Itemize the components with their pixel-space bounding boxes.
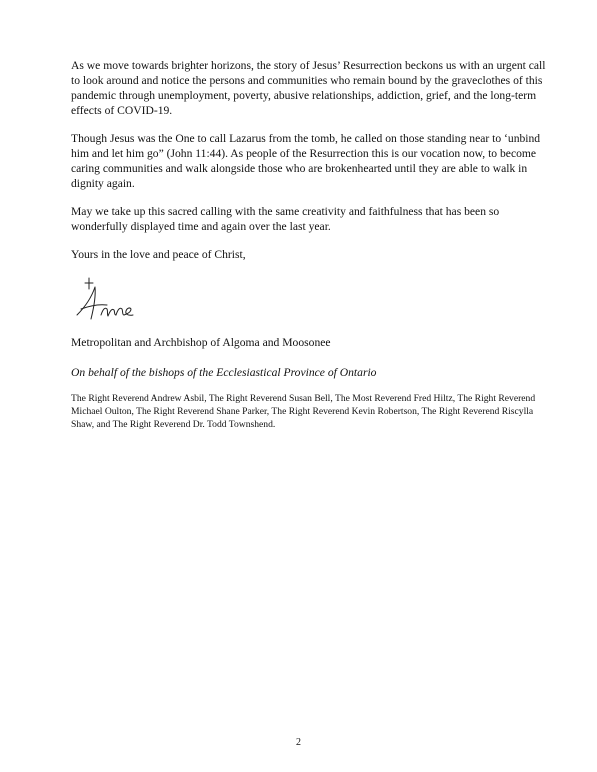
paragraph-sacred-calling: May we take up this sacred calling with the same creativity and faithfulness that has been so wonderfully displayed time and again over the last year. (71, 205, 500, 233)
paragraph-lazarus: Though Jesus was the One to call Lazarus from the tomb, he called on those standing near to ‘unbind him and let him go” (John 11:44). As people of the Resurrection this is our vocation now, to become caring communities and walk alongside those who are brokenhearted until they are able to walk in dignity again. (71, 132, 541, 190)
signatory-title: Metropolitan and Archbishop of Algoma and Moosonee (71, 336, 331, 349)
letter-body (71, 58, 549, 431)
handwritten-signature (71, 271, 549, 331)
closing-salutation: Yours in the love and peace of Christ, (71, 248, 246, 261)
paragraph-brighter-horizons: As we move towards brighter horizons, the story of Jesus’ Resurrection beckons us with an urgent call to look around and notice the persons and communities who remain bound by the graveclothes of this pandemic through unemployment, poverty, abusive relationships, addiction, grief, and the long-term effects of COVID-19. (71, 59, 546, 117)
bishops-list: The Right Reverend Andrew Asbil, The Right Reverend Susan Bell, The Most Reverend Fred Hiltz, The Right Reverend Michael Oulton, The Right Reverend Shane Parker, The Right Reverend Kevin Robertson, The Right Reverend Riscylla Shaw, and The Right Reverend Dr. Todd Townshend. (71, 393, 536, 430)
page-number: 2 (296, 737, 301, 748)
signature-drawing (71, 271, 161, 331)
on-behalf-line: On behalf of the bishops of the Ecclesiastical Province of Ontario (71, 366, 377, 379)
